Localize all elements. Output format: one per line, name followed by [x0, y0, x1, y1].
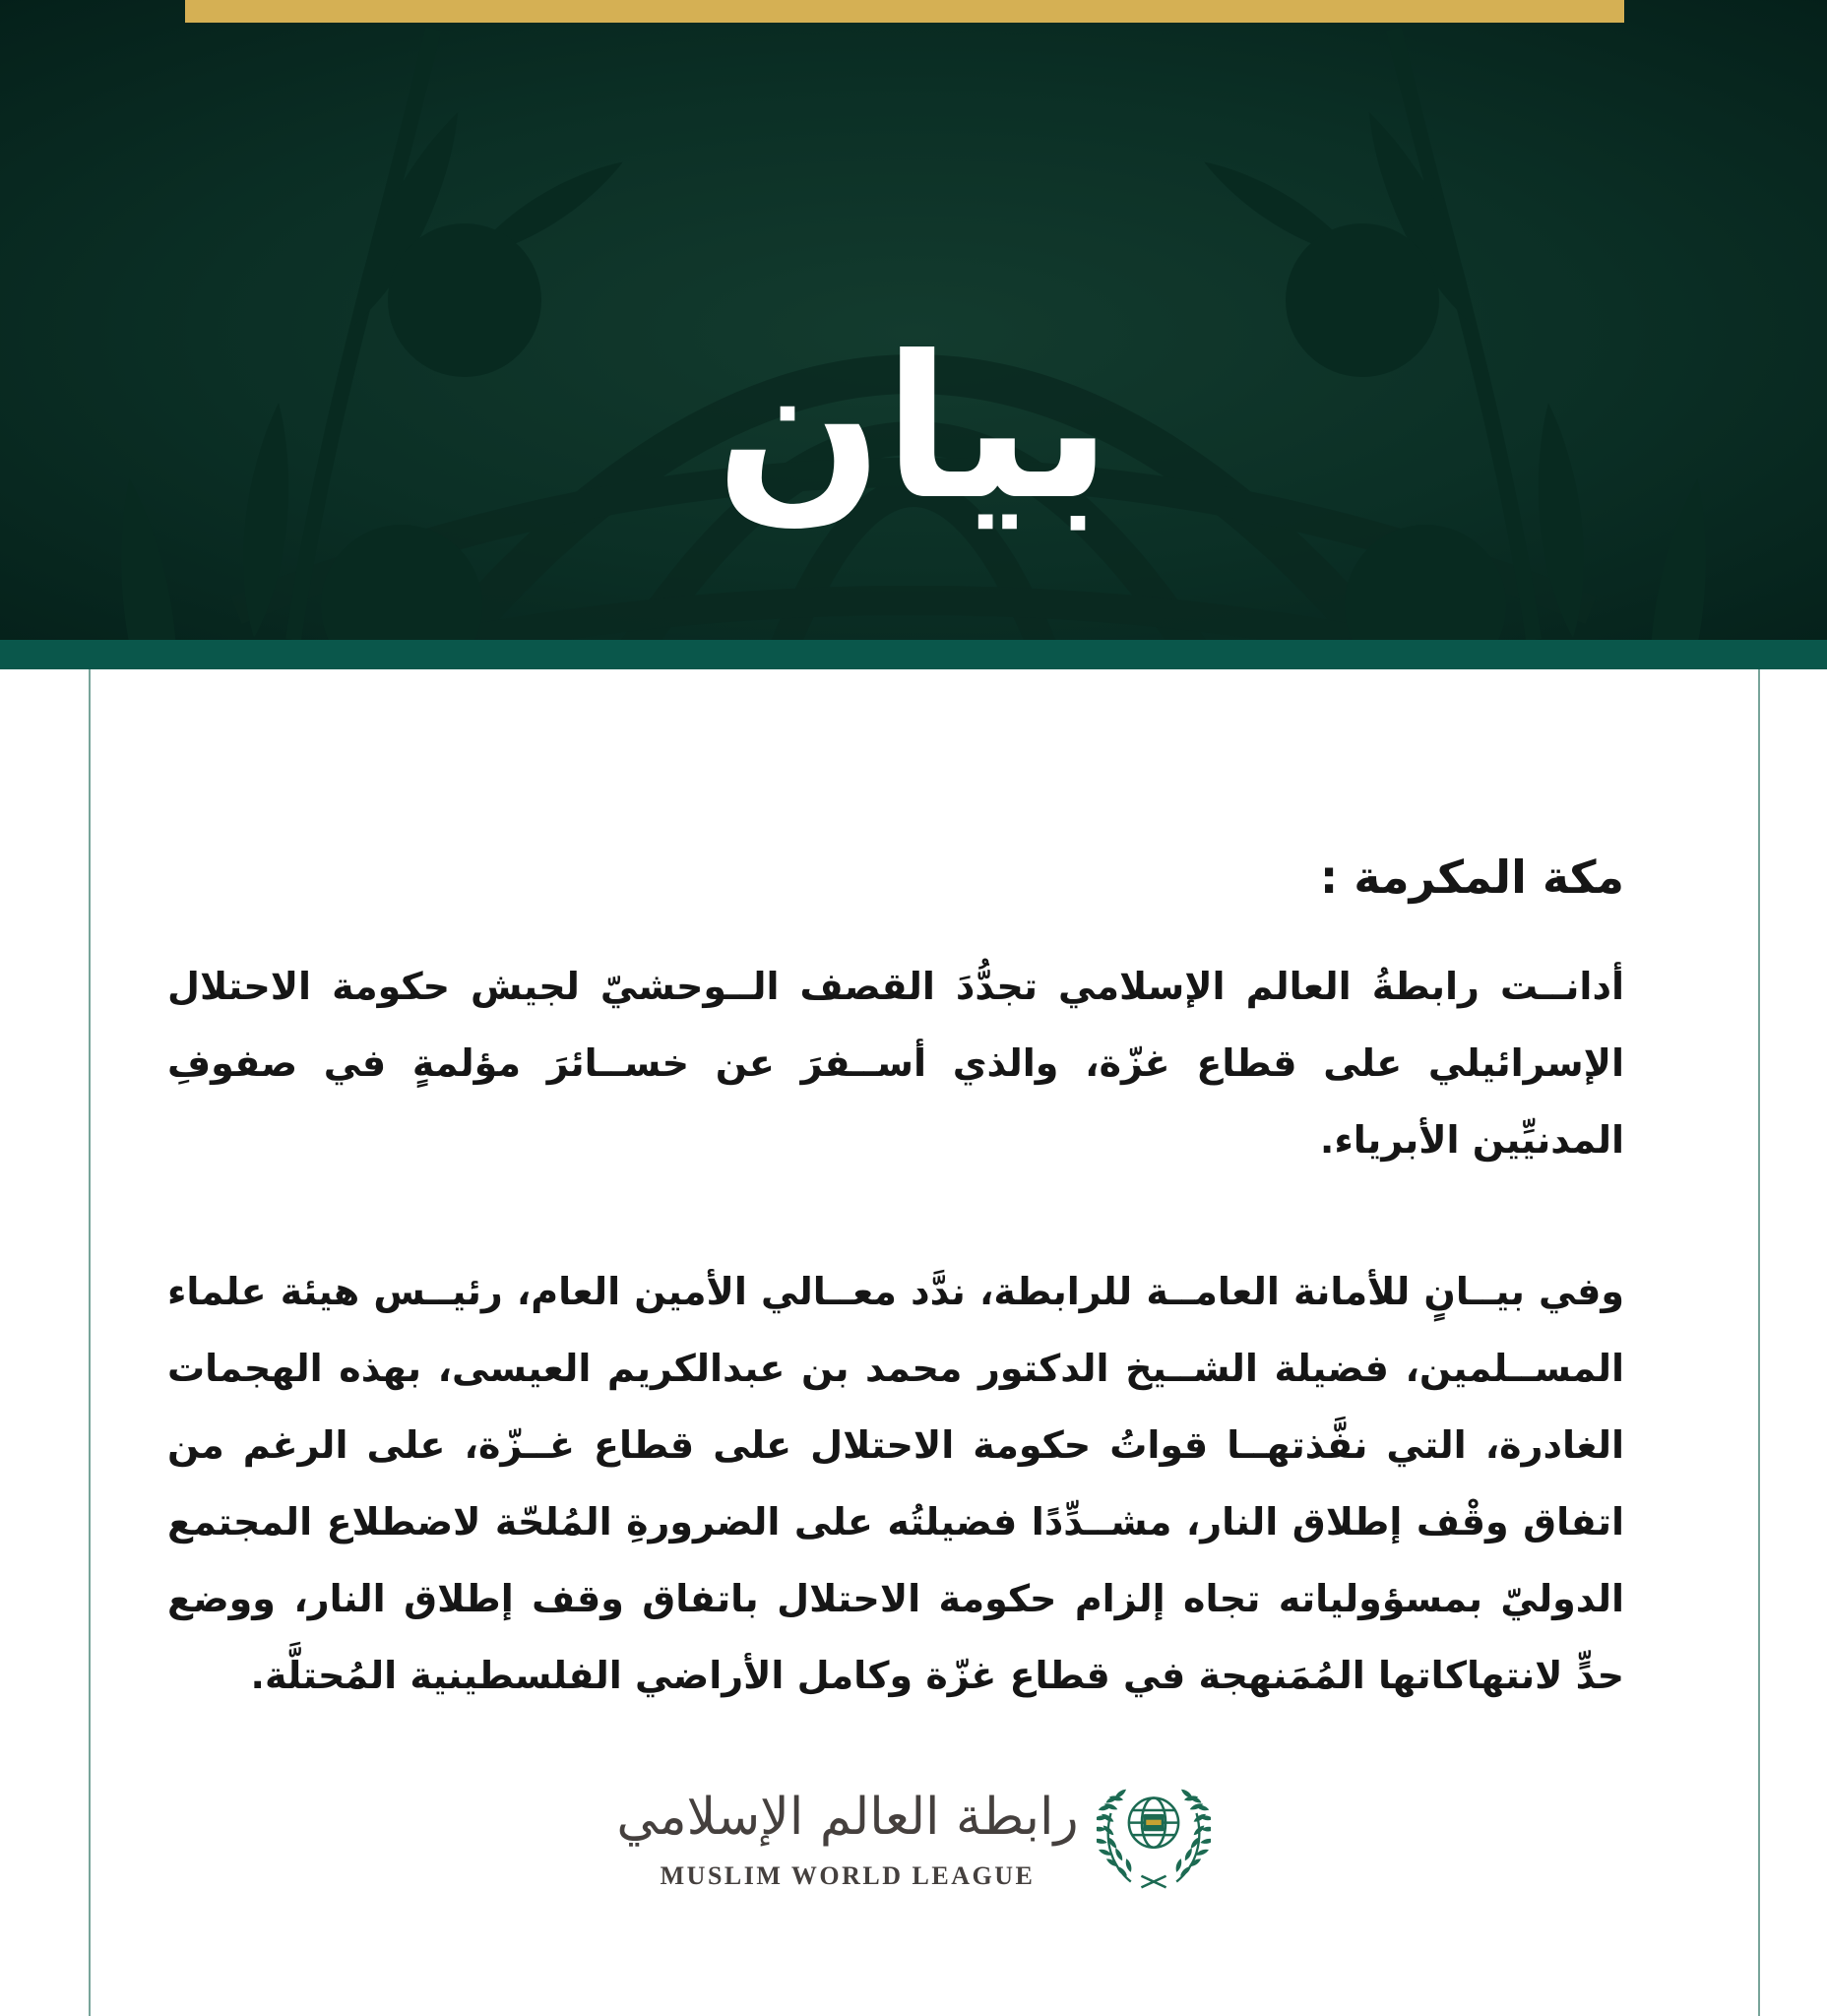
organization-logo	[0, 1778, 1827, 1900]
org-name-arabic: رابطة العالم الإسلامي	[616, 1788, 1079, 1847]
header-banner	[0, 0, 1827, 640]
statement-body	[167, 669, 1624, 1714]
org-name-english: MUSLIM WORLD LEAGUE	[660, 1860, 1036, 1890]
dateline-city: مكة المكرمة :	[1319, 850, 1624, 904]
organization-logo-text	[616, 1778, 1078, 1891]
mwl-emblem-icon	[1097, 1780, 1211, 1900]
gold-accent-bar	[185, 0, 1624, 23]
kaaba-icon	[1143, 1814, 1164, 1831]
statement-paragraph: أدانــت رابطةُ العالم الإسلامي تجدُّدَ القصف الــوحشيّ لجيش حكومة الاحتلال الإسرائيلي على قطاع غزّة، والذي أســفرَ عن خســائرَ مؤلمةٍ في صفوفِ المدنيِّين الأبرياء.	[167, 964, 1624, 1162]
statement-title-calligraphy: بيان	[715, 314, 1112, 543]
teal-divider-strip	[0, 640, 1827, 669]
statement-paragraph: وفي بيــانٍ للأمانة العامــة للرابطة، ندَّد معــالي الأمين العام، رئيــس هيئة علماء المســلمين، فضيلة الشــيخ الدكتور محمد بن عبدالكريم العيسى، بهذه الهجمات الغادرة، التي نفَّذتهــا قواتُ حكومة الاحتلال على قطاع غــزّة، على الرغم من اتفاق وقْف إطلاق النار، مشــدِّدًا فضيلتُه على الضرورةِ المُلحّة لاضطلاع المجتمع الدوليّ بمسؤولياته تجاه إلزام حكومة الاحتلال باتفاق وقف إطلاق النار، ووضع حدٍّ لانتهاكاتها المُمَنهجة في قطاع غزّة وكامل الأراضي الفلسطينية المُحتلَّة.	[167, 1269, 1624, 1697]
